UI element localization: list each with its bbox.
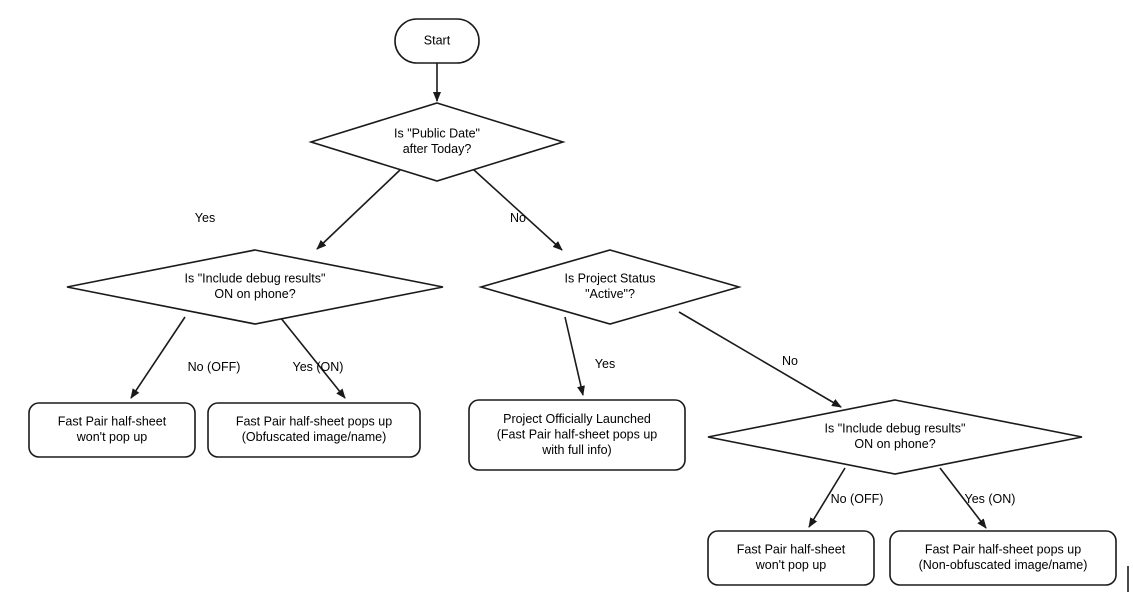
edge-line (131, 317, 185, 398)
node-start (395, 19, 479, 63)
edge-label: No (510, 211, 526, 225)
node-label-line: Fast Pair half-sheet pops up (924, 542, 1082, 557)
node-label-line: Is "Include debug results" (824, 421, 966, 436)
node-debug-left (67, 250, 443, 324)
edge-label: No (782, 354, 798, 368)
edge-line (280, 317, 345, 398)
node-public-date (311, 103, 563, 181)
node-label-line: Is Project Status (564, 271, 656, 286)
edge-project-status-yes (565, 317, 615, 395)
edge-project-status-no (679, 312, 841, 407)
edge-debug-left-no (131, 317, 240, 398)
node-no-popup-right (708, 531, 874, 585)
node-project-status (481, 250, 739, 324)
edge-public-date-yes (195, 170, 400, 249)
edge-label: Yes (594, 357, 616, 371)
node-label-line: Is "Include debug results" (184, 271, 326, 286)
node-label-line: Start (423, 33, 451, 48)
node-label-line: (Fast Pair half-sheet pops up (496, 427, 658, 442)
node-label-line: ON on phone? (214, 287, 296, 302)
node-no-popup-left (29, 403, 195, 457)
node-launched (469, 400, 685, 470)
node-label-line: (Non-obfuscated image/name) (918, 558, 1088, 573)
node-label-line: Fast Pair half-sheet (57, 414, 167, 429)
edge-line (474, 170, 562, 250)
edge-label: Yes (ON) (964, 492, 1016, 506)
node-label-line: (Obfuscated image/name) (241, 430, 387, 445)
edge-label: No (OFF) (187, 360, 241, 374)
node-label-line: Project Officially Launched (503, 411, 651, 426)
node-debug-right (708, 400, 1082, 474)
edge-line (679, 312, 841, 407)
edge-debug-right-yes (940, 468, 1015, 528)
edge-label: Yes (ON) (292, 360, 344, 374)
node-label-line: with full info) (542, 442, 612, 457)
node-label-line: after Today? (402, 142, 472, 157)
edge-label: Yes (194, 211, 216, 225)
node-obfuscated (208, 403, 420, 457)
node-non-obfuscated (890, 531, 1116, 585)
edge-line (565, 317, 583, 395)
node-label-line: won't pop up (755, 558, 827, 573)
node-label-line: Fast Pair half-sheet (736, 542, 846, 557)
edge-public-date-no (474, 170, 562, 250)
node-label-line: ON on phone? (854, 437, 936, 452)
node-label-line: "Active"? (585, 287, 635, 302)
edge-debug-left-yes (280, 317, 345, 398)
node-label-line: won't pop up (76, 430, 148, 445)
node-label-line: Fast Pair half-sheet pops up (235, 414, 393, 429)
node-label-line: Is "Public Date" (394, 126, 480, 141)
nodes-layer (29, 19, 1116, 585)
edge-label: No (OFF) (830, 492, 884, 506)
edge-line (317, 170, 400, 249)
edge-debug-right-no (809, 468, 883, 527)
